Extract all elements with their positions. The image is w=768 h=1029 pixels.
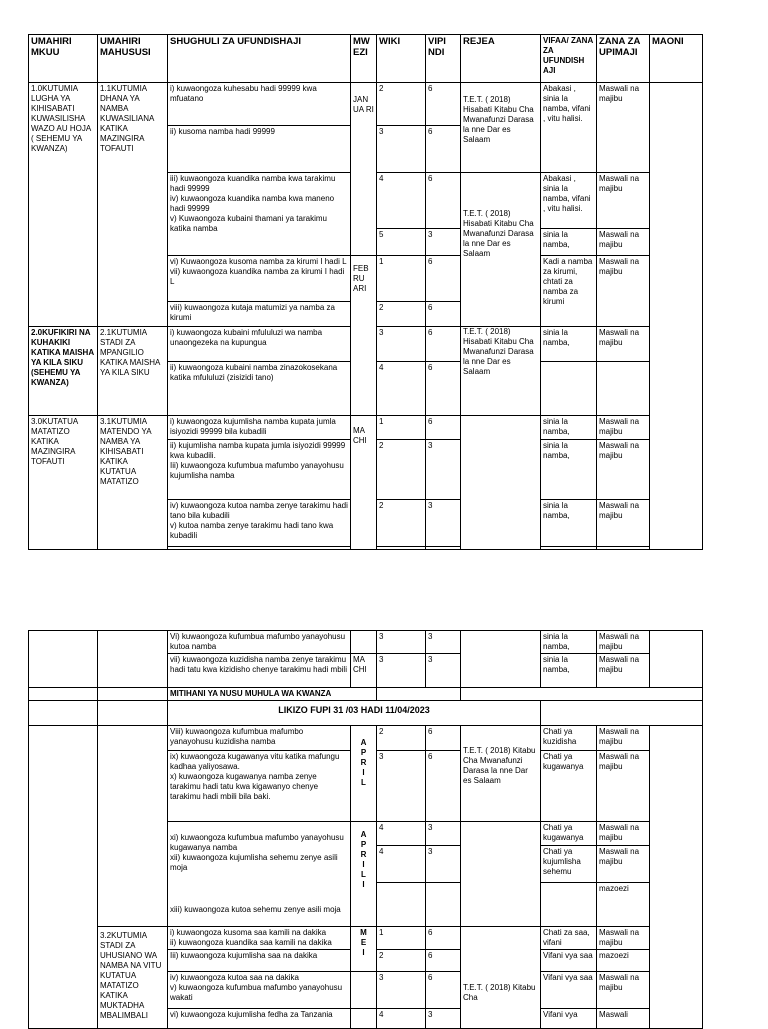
vifaa-cell: sinia la namba, [541,229,597,256]
month-cell [351,1009,377,1029]
header-maoni: MAONI [650,35,703,83]
zana-cell: Maswali na majibu [597,83,650,173]
activity-cell: Vi) kuwaongoza kufumbua mafumbo yanayohusu kutoa namba [168,631,351,654]
umahiri-mahususi-cell [98,726,168,927]
vifaa-cell: Vifani vya [541,1009,597,1029]
umahiri-mkuu-cont [29,631,98,688]
holiday-label: LIKIZO FUPI 31 /03 HADI 11/04/2023 [168,701,541,726]
header-umahiri-mkuu: UMAHIRI MKUU [29,35,98,83]
wiki-cell: 4 [377,362,426,416]
month-cell: MA CHI [351,654,377,688]
vipindi-cell: 6 [426,83,461,126]
holiday-row [29,701,703,726]
wiki-cell: 1 [377,927,426,950]
maoni-cell [650,83,703,550]
header-shughuli: SHUGHULI ZA UFUNDISHAJI [168,35,351,83]
vifaa-cell: Abakasi , sinia la namba, vifani , vitu halisi. [541,83,597,173]
zana-cell: Maswali na majibu [597,845,650,882]
vipindi-cell: 6 [426,726,461,751]
maoni-cell [650,726,703,1029]
umahiri-mahususi-3: 3.1KUTUMIA MATENDO YA NAMBA YA KIHISABATI KATIKA KUTATUA MATATIZO [98,416,168,550]
vipindi-cell: 3 [426,500,461,547]
wiki-cell: 4 [377,173,426,229]
activity-cell: Iii) kuwaongoza kujumlisha saa na dakika [168,950,351,972]
zana-cell: Maswali na majibu [597,726,650,751]
umahiri-mkuu-cell [29,726,98,1029]
activity-cell: ii) kujumlisha namba kupata jumla isiyozidi 99999 kwa kubadili. Iii) kuwaongoza kufumbua mafumbo yanayohusu kujumlisha namba [168,440,351,500]
vipindi-cell: 6 [426,972,461,1009]
vifaa-cell: sinia la namba, [541,654,597,688]
vifaa-cell: Chati ya kugawanya [541,751,597,822]
header-wiki: WIKI [377,35,426,83]
umahiri-mkuu-1: 1.0KUTUMIA LUGHA YA KIHISABATI KUWASILISHA WAZO AU HOJA ( SEHEMU YA KWANZA) [29,83,98,327]
wiki-cell: 5 [377,229,426,256]
vipindi-cell: 6 [426,927,461,950]
zana-cell: Maswali [597,1009,650,1029]
vifaa-cell [541,362,597,416]
vifaa-cell: Vifani vya saa [541,950,597,972]
wiki-cell: 4 [377,845,426,882]
zana-cell: Maswali na majibu [597,751,650,822]
month-cell: FEB RU ARI [351,256,377,416]
maoni-cell [650,631,703,688]
vipindi-cell: 6 [426,751,461,822]
header-zana: ZANA ZA UPIMAJI [597,35,650,83]
vifaa-cell: sinia la namba, [541,416,597,440]
zana-cell: Maswali na majibu [597,416,650,440]
month-cell: JAN UA RI [351,83,377,256]
activity-cell: ii) kuwaongoza kubaini namba zinazokosekana katika mfululuzi (zisizidi tano) [168,362,351,416]
table-row [29,927,703,950]
zana-cell: Maswali na majibu [597,927,650,950]
vifaa-cell: sinia la namba, [541,631,597,654]
rejea-cell: T.E.T. ( 2018) Hisabati Kitabu Cha Mwanafunzi Darasa la nne Dar es Salaam [461,327,541,416]
table-row [29,416,703,440]
month-april-cell: A P R I L I [351,822,377,927]
vipindi-cell: 3 [426,845,461,882]
vifaa-cell: Chati ya kujumlisha sehemu [541,845,597,882]
umahiri-mahususi-2: 2.1KUTUMIA STADI ZA MPANGILIO KATIKA MAISHA YA KILA SIKU [98,327,168,416]
rejea-cell [461,822,541,927]
wiki-cell: 2 [377,500,426,547]
wiki-cell: 3 [377,631,426,654]
vipindi-cell: 6 [426,302,461,327]
umahiri-mkuu-2: 2.0KUFIKIRI NA KUHAKIKI KATIKA MAISHA YA KILA SIKU (SEHEMU YA KWANZA) [29,327,98,416]
month-mei-cell: M E I [351,927,377,972]
rejea-cell [461,631,541,688]
zana-cell: Maswali na majibu [597,229,650,256]
zana-cell: Maswali na majibu [597,173,650,229]
header-vifaa: VIFAA/ ZANA ZA UFUNDISH AJI [541,35,597,83]
wiki-cell: 3 [377,126,426,173]
vifaa-cell: Chati ya kugawanya [541,822,597,846]
scheme-table-2 [28,630,703,1029]
month-cell [351,972,377,1009]
vipindi-cell [426,883,461,927]
vifaa-cell: Chati ya kuzidisha [541,726,597,751]
umahiri-mahususi-3-2: 3.2KUTUMIA STADI ZA UHUSIANO WA NAMBA NA VITU KUTATUA MATATIZO KATIKA MUKTADHA MBALIMBALI [98,927,168,1029]
wiki-cell: 3 [377,327,426,362]
exam-label: MITIHANI YA NUSU MUHULA WA KWANZA [168,688,377,701]
activity-cell: i) kuwaongoza kujumlisha namba kupata jumla isiyozidi 99999 bila kubadili [168,416,351,440]
rejea-cell: T.E.T. ( 2018) Hisabati Kitabu Cha Mwanafunzi Darasa la nne Dar es Salaam [461,173,541,327]
zana-cell: mazoezi [597,883,650,927]
vipindi-cell: 6 [426,173,461,229]
vipindi-cell: 6 [426,416,461,440]
wiki-cell: 3 [377,751,426,822]
wiki-cell [377,883,426,927]
activity-cell: vi) kuwaongoza kujumlisha fedha za Tanzania [168,1009,351,1029]
wiki-cell: 2 [377,83,426,126]
wiki-cell: 2 [377,726,426,751]
vifaa-cell: Chati za saa, vifani [541,927,597,950]
month-april-cell: A P R I L [351,726,377,822]
activity-cell: xi) kuwaongoza kufumbua mafumbo yanayohusu kugawanya namba xii) kuwaongoza kujumlisha sehemu zenye asili moja xiii) kuwaongoza kutoa sehemu zenye asili moja [168,822,351,927]
wiki-cell: 4 [377,1009,426,1029]
zana-cell: Maswali na majibu [597,327,650,362]
table-row [29,83,703,126]
activity-cell: i) kuwaongoza kubaini mfululuzi wa namba unaongezeka na kupungua [168,327,351,362]
table-header-row [29,35,703,83]
activity-cell: iv) kuwaongoza kutoa namba zenye tarakimu hadi tano bila kubadili v) kutoa namba zenye tarakimu hadi tano kwa kubadili [168,500,351,547]
wiki-cell: 4 [377,822,426,846]
zana-cell: Maswali na majibu [597,654,650,688]
vipindi-cell: 3 [426,654,461,688]
rejea-cell: T.E.T. ( 2018) Kitabu Cha Mwanafunzi Darasa la nne Dar es Salaam [461,726,541,822]
header-rejea: REJEA [461,35,541,83]
wiki-cell: 1 [377,256,426,302]
header-vipindi: VIPI NDI [426,35,461,83]
umahiri-mahususi-cont [98,631,168,688]
wiki-cell: 2 [377,440,426,500]
vipindi-cell: 3 [426,631,461,654]
zana-cell: Maswali na majibu [597,822,650,846]
vifaa-cell: sinia la namba, [541,500,597,547]
rejea-cell: T.E.T. ( 2018) Kitabu Cha [461,927,541,1029]
zana-cell: Maswali na majibu [597,440,650,500]
exam-row [29,688,703,701]
rejea-cell: T.E.T. ( 2018) Hisabati Kitabu Cha Mwanafunzi Darasa la nne Dar es Salaam [461,83,541,173]
vipindi-cell: 6 [426,256,461,302]
activity-cell: Viii) kuwaongoza kufumbua mafumbo yanayohusu kuzidisha namba [168,726,351,751]
vifaa-cell: sinia la namba, [541,440,597,500]
zana-cell: mazoezi [597,950,650,972]
activity-cell: vi) Kuwaongoza kusoma namba za kirumi I hadi L vii) kuwaongoza kuandika namba za kirumi I hadi L [168,256,351,302]
vifaa-cell: Vifani vya saa [541,972,597,1009]
wiki-cell: 2 [377,950,426,972]
vipindi-cell: 6 [426,327,461,362]
umahiri-mahususi-1: 1.1KUTUMIA DHANA YA NAMBA KUWASILIANA KATIKA MAZINGIRA TOFAUTI [98,83,168,327]
vipindi-cell: 3 [426,1009,461,1029]
vifaa-cell: sinia la namba, [541,327,597,362]
wiki-cell: 1 [377,416,426,440]
zana-cell: Maswali na majibu [597,256,650,327]
activity-cell: i) kuwaongoza kusoma saa kamili na dakika ii) kuwaongoza kuandika saa kamili na dakika [168,927,351,950]
table-row [29,631,703,654]
vipindi-cell: 6 [426,126,461,173]
vipindi-cell: 6 [426,950,461,972]
activity-cell: ii) kusoma namba hadi 99999 [168,126,351,173]
activity-cell: iii) kuwaongoza kuandika namba kwa tarakimu hadi 99999 iv) kuwaongoza kuandika namba kwa maneno hadi 99999 v) Kuwaongoza kubaini thamani ya tarakimu katika namba [168,173,351,256]
table-row [29,726,703,751]
month-cell [351,631,377,654]
activity-cell: viii) kuwaongoza kutaja matumizi ya namba za kirumi [168,302,351,327]
vifaa-cell: Abakasi , sinia la namba, vifani , vitu halisi. [541,173,597,229]
vifaa-cell [541,883,597,927]
month-cell: MA CHI [351,416,377,550]
zana-cell: Maswali na majibu [597,500,650,547]
activity-cell: i) kuwaongoza kuhesabu hadi 99999 kwa mfuatano [168,83,351,126]
vipindi-cell: 3 [426,822,461,846]
rejea-cell [461,416,541,550]
zana-cell: Maswali na majibu [597,631,650,654]
zana-cell: Maswali na majibu [597,972,650,1009]
vipindi-cell: 6 [426,362,461,416]
zana-cell [597,362,650,416]
wiki-cell: 3 [377,972,426,1009]
scheme-table-1 [28,34,703,550]
vipindi-cell: 3 [426,229,461,256]
activity-cell: vii) kuwaongoza kuzidisha namba zenye tarakimu hadi tatu kwa kizidisho chenye tarakimu hadi mbili [168,654,351,688]
umahiri-mkuu-3: 3.0KUTATUA MATATIZO KATIKA MAZINGIRA TOFAUTI [29,416,98,550]
vifaa-cell: Kadi a namba za kirumi, chtati za namba za kirumi [541,256,597,327]
header-umahiri-mahususi: UMAHIRI MAHUSUSI [98,35,168,83]
vipindi-cell: 3 [426,440,461,500]
header-mwezi: MW EZI [351,35,377,83]
wiki-cell: 2 [377,302,426,327]
activity-cell: ix) kuwaongoza kugawanya vitu katika mafungu kadhaa yaliyosawa. x) kuwaongoza kugawanya namba zenye tarakimu hadi tatu kwa kigawanyo chenye tarakimu hadi mbili bila baki. [168,751,351,822]
wiki-cell: 3 [377,654,426,688]
activity-cell: iv) kuwaongoza kutoa saa na dakika v) kuwaongoza kufumbua mafumbo yanayohusu wakati [168,972,351,1009]
